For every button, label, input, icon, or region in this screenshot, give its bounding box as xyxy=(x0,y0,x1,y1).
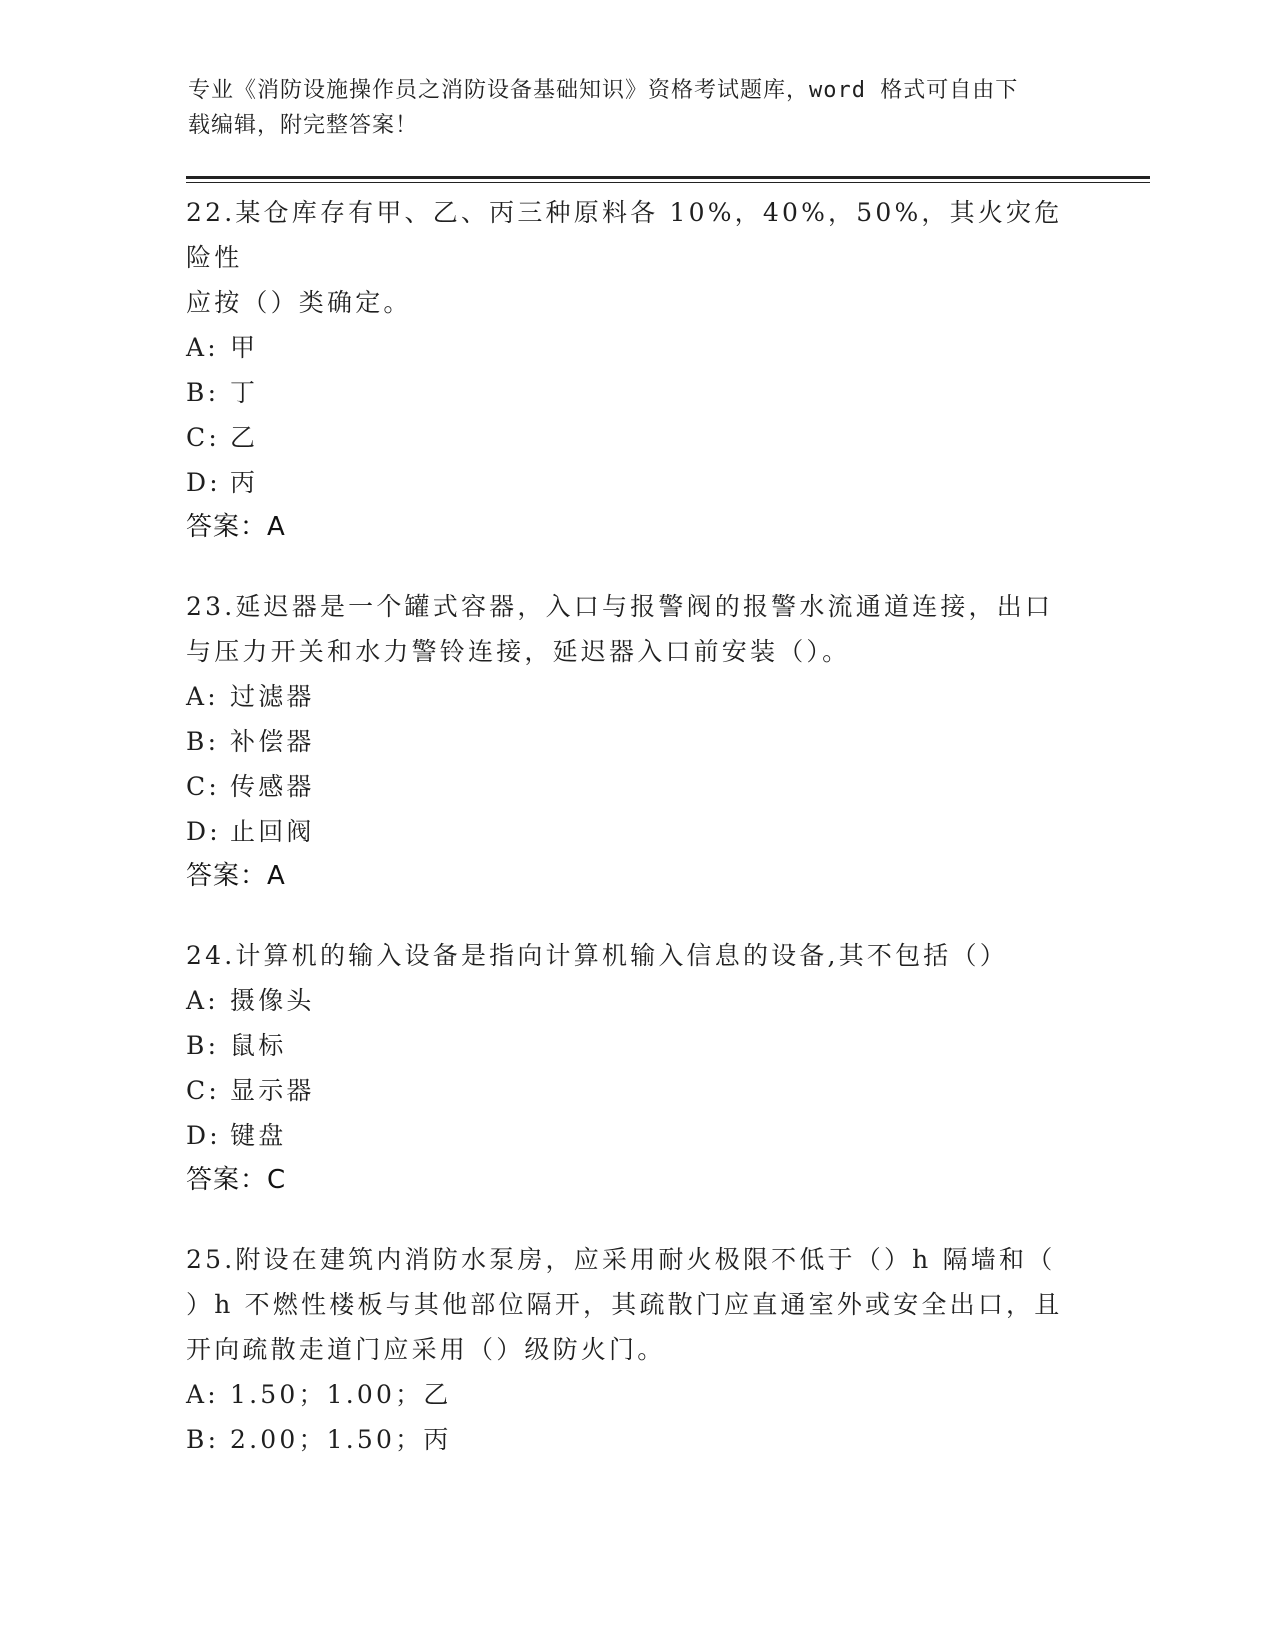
option-label: B: xyxy=(186,1031,220,1060)
option-text: 传感器 xyxy=(230,772,315,801)
question-23 xyxy=(186,584,1086,899)
option-text: 过滤器 xyxy=(230,682,315,711)
option-a xyxy=(186,325,1086,370)
question-list xyxy=(186,190,1086,1496)
question-stem xyxy=(186,190,1086,325)
option-label: C: xyxy=(186,772,220,801)
header-line-2: 载编辑，附完整答案！ xyxy=(188,113,419,138)
option-text: 1.50；1.00；乙 xyxy=(230,1380,452,1409)
option-b xyxy=(186,719,1086,764)
option-text: 键盘 xyxy=(230,1121,287,1150)
answer: 答案：A xyxy=(186,512,286,542)
option-label: B: xyxy=(186,378,220,407)
question-stem xyxy=(186,1237,1086,1372)
stem-line: 23.延迟器是一个罐式容器，入口与报警阀的报警水流通道连接，出口 xyxy=(186,592,1054,621)
option-label: A: xyxy=(186,333,219,362)
option-a xyxy=(186,1372,1086,1417)
option-d xyxy=(186,809,1086,854)
option-a xyxy=(186,978,1086,1023)
option-text: 补偿器 xyxy=(230,727,315,756)
option-text: 丁 xyxy=(230,378,259,407)
header-divider-thick xyxy=(186,176,1150,179)
option-label: D: xyxy=(186,468,221,497)
option-text: 2.00；1.50；丙 xyxy=(230,1425,452,1454)
option-text: 丙 xyxy=(230,468,259,497)
option-label: D: xyxy=(186,1121,221,1150)
option-label: A: xyxy=(186,986,219,1015)
option-text: 鼠标 xyxy=(230,1031,287,1060)
stem-line: 22.某仓库存有甲、乙、丙三种原料各 10%，40%，50%，其火灾危险性 xyxy=(186,198,1063,272)
document-header xyxy=(188,73,1088,143)
option-label: B: xyxy=(186,1425,220,1454)
answer: 答案：C xyxy=(186,1165,287,1195)
option-a xyxy=(186,674,1086,719)
option-text: 止回阀 xyxy=(230,817,315,846)
header-divider-thin xyxy=(186,182,1150,183)
stem-line: 开向疏散走道门应采用（）级防火门。 xyxy=(186,1335,666,1364)
option-b xyxy=(186,1023,1086,1068)
option-text: 乙 xyxy=(230,423,259,452)
question-stem xyxy=(186,584,1086,674)
answer: 答案：A xyxy=(186,861,286,891)
stem-line: 与压力开关和水力警铃连接，延迟器入口前安装（）。 xyxy=(186,637,851,666)
question-25 xyxy=(186,1237,1086,1462)
option-c xyxy=(186,415,1086,460)
option-label: C: xyxy=(186,1076,220,1105)
option-b xyxy=(186,1417,1086,1462)
option-label: C: xyxy=(186,423,220,452)
option-text: 甲 xyxy=(230,333,259,362)
question-24 xyxy=(186,933,1086,1203)
question-stem xyxy=(186,933,1086,978)
option-b xyxy=(186,370,1086,415)
option-d xyxy=(186,460,1086,505)
option-label: A: xyxy=(186,1380,219,1409)
option-text: 摄像头 xyxy=(230,986,315,1015)
stem-line: 25.附设在建筑内消防水泵房，应采用耐火极限不低于（）h 隔墙和（ xyxy=(186,1245,1056,1274)
stem-line: ）h 不燃性楼板与其他部位隔开，其疏散门应直通室外或安全出口，且 xyxy=(186,1290,1063,1319)
option-label: B: xyxy=(186,727,220,756)
option-c xyxy=(186,764,1086,809)
stem-line: 24.计算机的输入设备是指向计算机输入信息的设备,其不包括（） xyxy=(186,941,1008,970)
option-label: A: xyxy=(186,682,219,711)
option-c xyxy=(186,1068,1086,1113)
question-22 xyxy=(186,190,1086,550)
option-text: 显示器 xyxy=(230,1076,315,1105)
option-label: D: xyxy=(186,817,221,846)
header-line-1: 专业《消防设施操作员之消防设备基础知识》资格考试题库，word 格式可自由下 xyxy=(188,78,1019,103)
stem-line: 应按（）类确定。 xyxy=(186,288,412,317)
option-d xyxy=(186,1113,1086,1158)
